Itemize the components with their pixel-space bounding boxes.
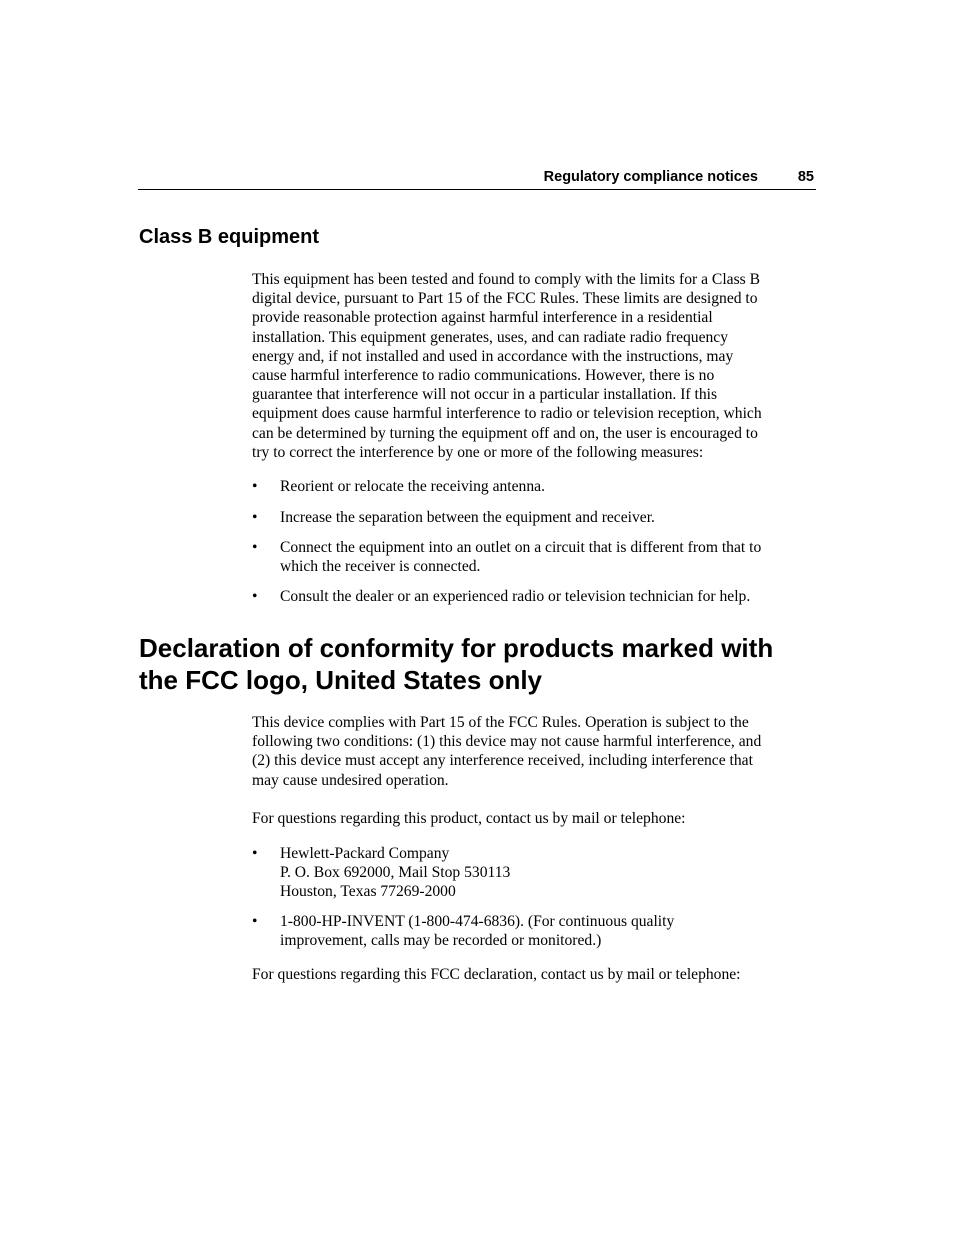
- address-line: P. O. Box 692000, Mail Stop 530113: [280, 864, 511, 882]
- header-title: Regulatory compliance notices: [543, 169, 758, 185]
- paragraph-line: guarantee that interference will not occur in a particular installation. If this: [252, 386, 718, 404]
- fcc-contact-intro: For questions regarding this FCC declaration, contact us by mail or telephone:: [252, 966, 741, 983]
- bullet-icon: •: [252, 588, 258, 605]
- paragraph-line: may cause undesired operation.: [252, 771, 449, 789]
- heading-line: Declaration of conformity for products marked with: [139, 633, 774, 663]
- telephone-contact: [280, 912, 825, 950]
- running-header: [138, 168, 816, 190]
- mailing-address: [280, 844, 825, 902]
- bullet-text: Connect the equipment into an outlet on a circuit that is different from that to: [280, 539, 762, 556]
- declaration-heading: [139, 632, 839, 696]
- bullet-text: Increase the separation between the equipment and receiver.: [280, 509, 655, 526]
- paragraph-line: (2) this device must accept any interference received, including interference that: [252, 752, 753, 770]
- address-line: Houston, Texas 77269-2000: [280, 883, 456, 901]
- page-number: 85: [797, 169, 814, 185]
- class-b-paragraph: [252, 270, 820, 462]
- paragraph-line: This device complies with Part 15 of the FCC Rules. Operation is subject to the: [252, 714, 749, 731]
- paragraph-line: following two conditions: (1) this device may not cause harmful interference, and: [252, 733, 762, 751]
- paragraph-line: try to correct the interference by one or more of the following measures:: [252, 443, 704, 461]
- bullet-icon: •: [252, 539, 258, 556]
- bullet-text: Reorient or relocate the receiving antenna.: [280, 478, 545, 495]
- bullet-icon: •: [252, 509, 258, 526]
- bullet-icon: •: [252, 845, 258, 862]
- paragraph-line: This equipment has been tested and found to comply with the limits for a Class B: [252, 271, 761, 288]
- contact-line: 1-800-HP-INVENT (1-800-474-6836). (For continuous quality: [280, 913, 675, 930]
- bullet-text: Consult the dealer or an experienced radio or television technician for help.: [280, 588, 751, 605]
- paragraph-line: can be determined by turning the equipment off and on, the user is encouraged to: [252, 424, 758, 442]
- paragraph-line: provide reasonable protection against harmful interference in a residential: [252, 309, 713, 327]
- paragraph-line: cause harmful interference to radio communications. However, there is no: [252, 367, 715, 385]
- paragraph-line: energy and, if not installed and used in accordance with the instructions, may: [252, 347, 734, 365]
- address-line: Hewlett-Packard Company: [280, 845, 450, 862]
- declaration-paragraph: [252, 713, 820, 790]
- contact-line: improvement, calls may be recorded or monitored.): [280, 932, 602, 950]
- bullet-icon: •: [252, 913, 258, 930]
- bullet-icon: •: [252, 478, 258, 495]
- class-b-heading: Class B equipment: [139, 226, 320, 248]
- paragraph-line: digital device, pursuant to Part 15 of the FCC Rules. These limits are designed to: [252, 290, 758, 308]
- heading-line: the FCC logo, United States only: [139, 665, 543, 695]
- contact-intro: For questions regarding this product, contact us by mail or telephone:: [252, 810, 686, 827]
- paragraph-line: installation. This equipment generates, uses, and can radiate radio frequency: [252, 328, 729, 346]
- bullet-text: which the receiver is connected.: [280, 558, 481, 576]
- paragraph-line: equipment does cause harmful interference to radio or television reception, which: [252, 405, 762, 423]
